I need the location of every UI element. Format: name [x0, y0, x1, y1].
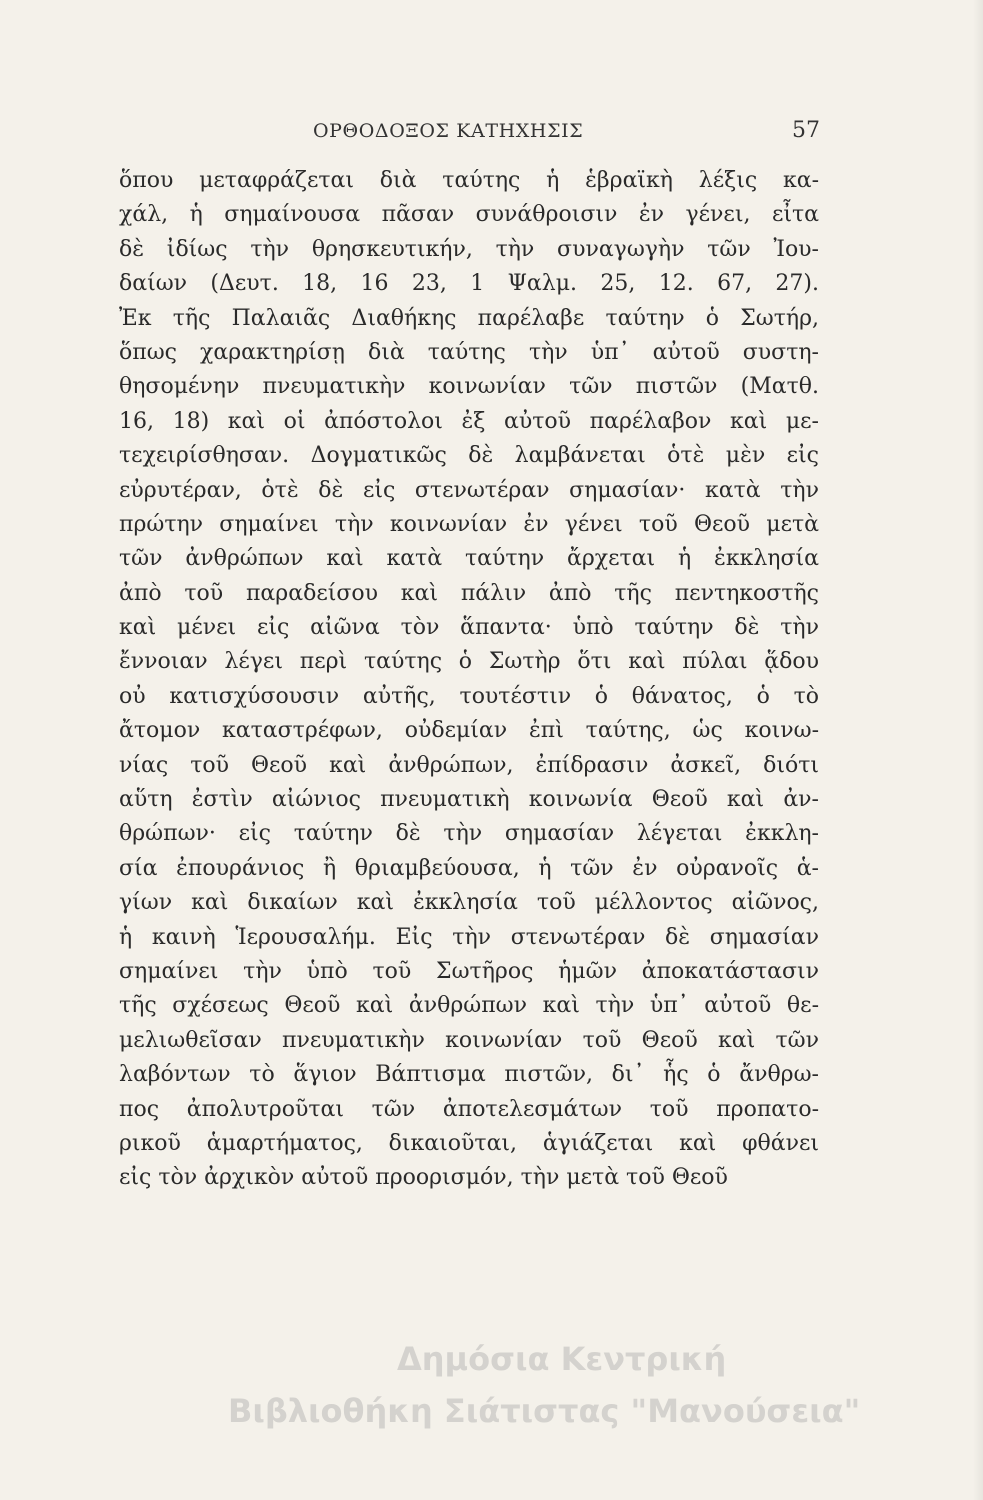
text-line: οὐ κατισχύσουσιν αὐτῆς, τουτέστιν ὁ θάνατος, ὁ τὸ	[119, 683, 819, 709]
text-line: ρικοῦ ἁμαρτήματος, δικαιοῦται, ἁγιάζεται καὶ φθάνει	[119, 1130, 819, 1156]
text-line: καὶ μένει εἰς αἰῶνα τὸν ἅπαντα· ὑπὸ ταύτην δὲ τὴν	[119, 615, 819, 641]
page-number: 57	[792, 118, 820, 143]
text-line: τῆς σχέσεως Θεοῦ καὶ ἀνθρώπων καὶ τὴν ὑπ᾿ αὐτοῦ θε-	[119, 993, 819, 1019]
text-line: τῶν ἀνθρώπων καὶ κατὰ ταύτην ἄρχεται ἡ ἐκκλησία	[119, 546, 819, 572]
body-text	[119, 164, 819, 1196]
page-header	[0, 120, 983, 160]
text-line: ἀπὸ τοῦ παραδείσου καὶ πάλιν ἀπὸ τῆς πεντηκοστῆς	[119, 580, 819, 606]
text-line: εἰς τὸν ἀρχικὸν αὐτοῦ προορισμόν, τὴν μετὰ τοῦ Θεοῦ	[119, 1165, 728, 1191]
text-line: σημαίνει τὴν ὑπὸ τοῦ Σωτῆρος ἡμῶν ἀποκατάστασιν	[119, 958, 819, 984]
library-watermark	[0, 1340, 983, 1450]
text-line: ἔννοιαν λέγει περὶ ταύτης ὁ Σωτὴρ ὅτι καὶ πύλαι ᾅδου	[119, 649, 819, 675]
text-line: πος ἀπολυτροῦται τῶν ἀποτελεσμάτων τοῦ προπατο-	[119, 1096, 819, 1122]
text-line: ὅπως χαρακτηρίσῃ διὰ ταύτης τὴν ὑπ᾿ αὐτοῦ συστη-	[119, 339, 819, 365]
text-line: τεχειρίσθησαν. Δογματικῶς δὲ λαμβάνεται ὁτὲ μὲν εἰς	[119, 443, 819, 469]
text-line: ἡ καινὴ Ἱερουσαλήμ. Εἰς τὴν στενωτέραν δὲ σημασίαν	[119, 924, 819, 950]
text-line: ὅπου μεταφράζεται διὰ ταύτης ἡ ἑβραϊκὴ λέξις κα-	[119, 168, 819, 193]
text-line: θησομένην πνευματικὴν κοινωνίαν τῶν πιστῶν (Ματθ.	[119, 374, 819, 400]
text-line: ἄτομον καταστρέφων, οὐδεμίαν ἐπὶ ταύτης, ὡς κοινω-	[119, 718, 819, 744]
text-line: Ἐκ τῆς Παλαιᾶς Διαθήκης παρέλαβε ταύτην ὁ Σωτήρ,	[119, 305, 819, 331]
text-line: δὲ ἰδίως τὴν θρησκευτικήν, τὴν συναγωγὴν τῶν Ἰου-	[119, 236, 819, 262]
text-line: αὕτη ἐστὶν αἰώνιος πνευματικὴ κοινωνία Θεοῦ καὶ ἀν-	[119, 787, 819, 813]
text-line: δαίων (Δευτ. 18, 16 23, 1 Ψαλμ. 25, 12. 67, 27).	[119, 271, 819, 297]
watermark-line-2: Βιβλιοθήκη Σιάτιστας "Μανούσεια"	[228, 1392, 861, 1430]
text-line: λαβόντων τὸ ἅγιον Βάπτισμα πιστῶν, δι᾿ ἧς ὁ ἄνθρω-	[119, 1062, 819, 1088]
text-line: θρώπων· εἰς ταύτην δὲ τὴν σημασίαν λέγεται ἐκκλη-	[119, 821, 819, 847]
text-line: χάλ, ἡ σημαίνουσα πᾶσαν συνάθροισιν ἐν γένει, εἶτα	[119, 202, 819, 228]
text-line: γίων καὶ δικαίων καὶ ἐκκλησία τοῦ μέλλοντος αἰῶνος,	[119, 890, 819, 916]
watermark-line-1: Δημόσια Κεντρική	[397, 1340, 727, 1378]
text-line: σία ἐπουράνιος ἢ θριαμβεύουσα, ἡ τῶν ἐν οὐρανοῖς ἁ-	[119, 855, 819, 881]
text-line: εὐρυτέραν, ὁτὲ δὲ εἰς στενωτέραν σημασίαν· κατὰ τὴν	[119, 477, 819, 503]
text-line: νίας τοῦ Θεοῦ καὶ ἀνθρώπων, ἐπίδρασιν ἀσκεῖ, διότι	[119, 752, 819, 778]
text-line: πρώτην σημαίνει τὴν κοινωνίαν ἐν γένει τοῦ Θεοῦ μετὰ	[119, 511, 819, 537]
page-edge-shadow	[973, 0, 983, 1500]
running-title: ΟΡΘΟΔΟΞΟΣ ΚΑΤΗΧΗΣΙΣ	[313, 120, 584, 142]
text-line: μελιωθεῖσαν πνευματικὴν κοινωνίαν τοῦ Θεοῦ καὶ τῶν	[119, 1027, 819, 1053]
text-line: 16, 18) καὶ οἱ ἀπόστολοι ἐξ αὐτοῦ παρέλαβον καὶ με-	[119, 408, 819, 434]
